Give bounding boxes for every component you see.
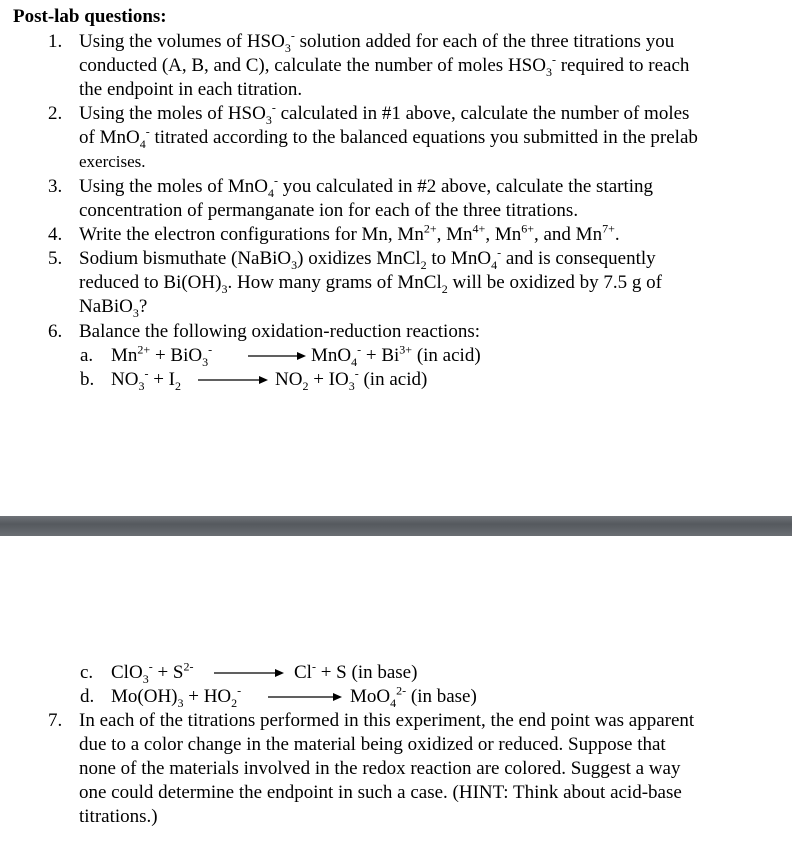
page-divider (0, 516, 792, 536)
reaction-products: $MnO_4^- + Bi^{3+}$ (in acid) (311, 342, 481, 369)
reaction-reactants: $NO_3^- + I_2$ (111, 366, 181, 393)
reaction-products: MoO$_4^{2-}$ (in base) (350, 683, 477, 710)
question-line: one could determine the endpoint in such a case. (HINT: Think about acid-base (79, 782, 682, 803)
question-number: 5. (48, 248, 63, 269)
question-line: Sodium bismuthate (NaBiO$_3$) oxidizes MnCl$_2$ to MnO$_4$- and is consequently (79, 245, 656, 272)
question-line: NaBiO$_3$? (79, 296, 148, 320)
question-line: Using the volumes of $HSO_3^-$ solution added for each of the three titrations you (79, 28, 675, 55)
question-line: the endpoint in each titration. (79, 79, 303, 100)
question-line: Balance the following oxidation-reduction reactions: (79, 321, 480, 342)
question-number: 3. (48, 176, 63, 197)
question-line: none of the materials involved in the redox reaction are colored. Suggest a way (79, 758, 681, 779)
question-number: 7. (48, 710, 63, 731)
question-line: Write the electron configurations for Mn, $Mn^{2+}$, $Mn^{4+}$, $Mn^{6+}$, and $Mn^{7+}$. (79, 221, 620, 245)
question-line: due to a color change in the material being oxidized or reduced. Suppose that (79, 734, 666, 755)
heading: Post-lab questions: (13, 6, 167, 27)
reaction-label: c. (80, 662, 94, 683)
reaction-reactants: $Mo(OH)_3 + HO_2^-$ (111, 683, 242, 710)
question-number: 4. (48, 224, 63, 245)
reaction-products: $NO_2 + IO_3^-$ (in acid) (275, 366, 428, 393)
reaction-arrow-icon (198, 375, 268, 385)
question-number: 1. (48, 31, 63, 52)
reaction-arrow-icon (214, 668, 284, 678)
question-line: exercises. (79, 152, 146, 171)
question-number: 2. (48, 103, 63, 124)
reaction-reactants: $ClO_3^- + S^{2-}$ (111, 659, 194, 686)
question-line: titrations.) (79, 806, 158, 827)
reaction-label: b. (80, 369, 95, 390)
question-line: conducted (A, B, and C), calculate the number of moles $HSO_3^-$ required to reach (79, 52, 690, 79)
question-line: Using the moles of MnO$_4$- you calculated in #2 above, calculate the starting (79, 173, 654, 200)
reaction-label: d. (80, 686, 95, 707)
question-line: Using the moles of $HSO_3^-$ calculated in #1 above, calculate the number of moles (79, 100, 690, 127)
reaction-reactants: $Mn^{2+} + BiO_3^-$ (111, 342, 213, 369)
question-line: concentration of permanganate ion for each of the three titrations. (79, 200, 579, 221)
reaction-arrow-icon (248, 351, 306, 361)
question-line: In each of the titrations performed in this experiment, the end point was apparent (79, 710, 695, 731)
reaction-arrow-icon (268, 692, 342, 702)
question-number: 6. (48, 321, 63, 342)
page-bottom (0, 536, 792, 845)
question-line: reduced to $Bi(OH)_3$. How many grams of MnCl$_2$ will be oxidized by 7.5 g of (79, 272, 662, 296)
reaction-label: a. (80, 345, 94, 366)
reaction-products: Cl- + S (in base) (294, 659, 418, 683)
question-line: of MnO$_4$- titrated according to the balanced equations you submitted in the prelab (79, 124, 698, 151)
